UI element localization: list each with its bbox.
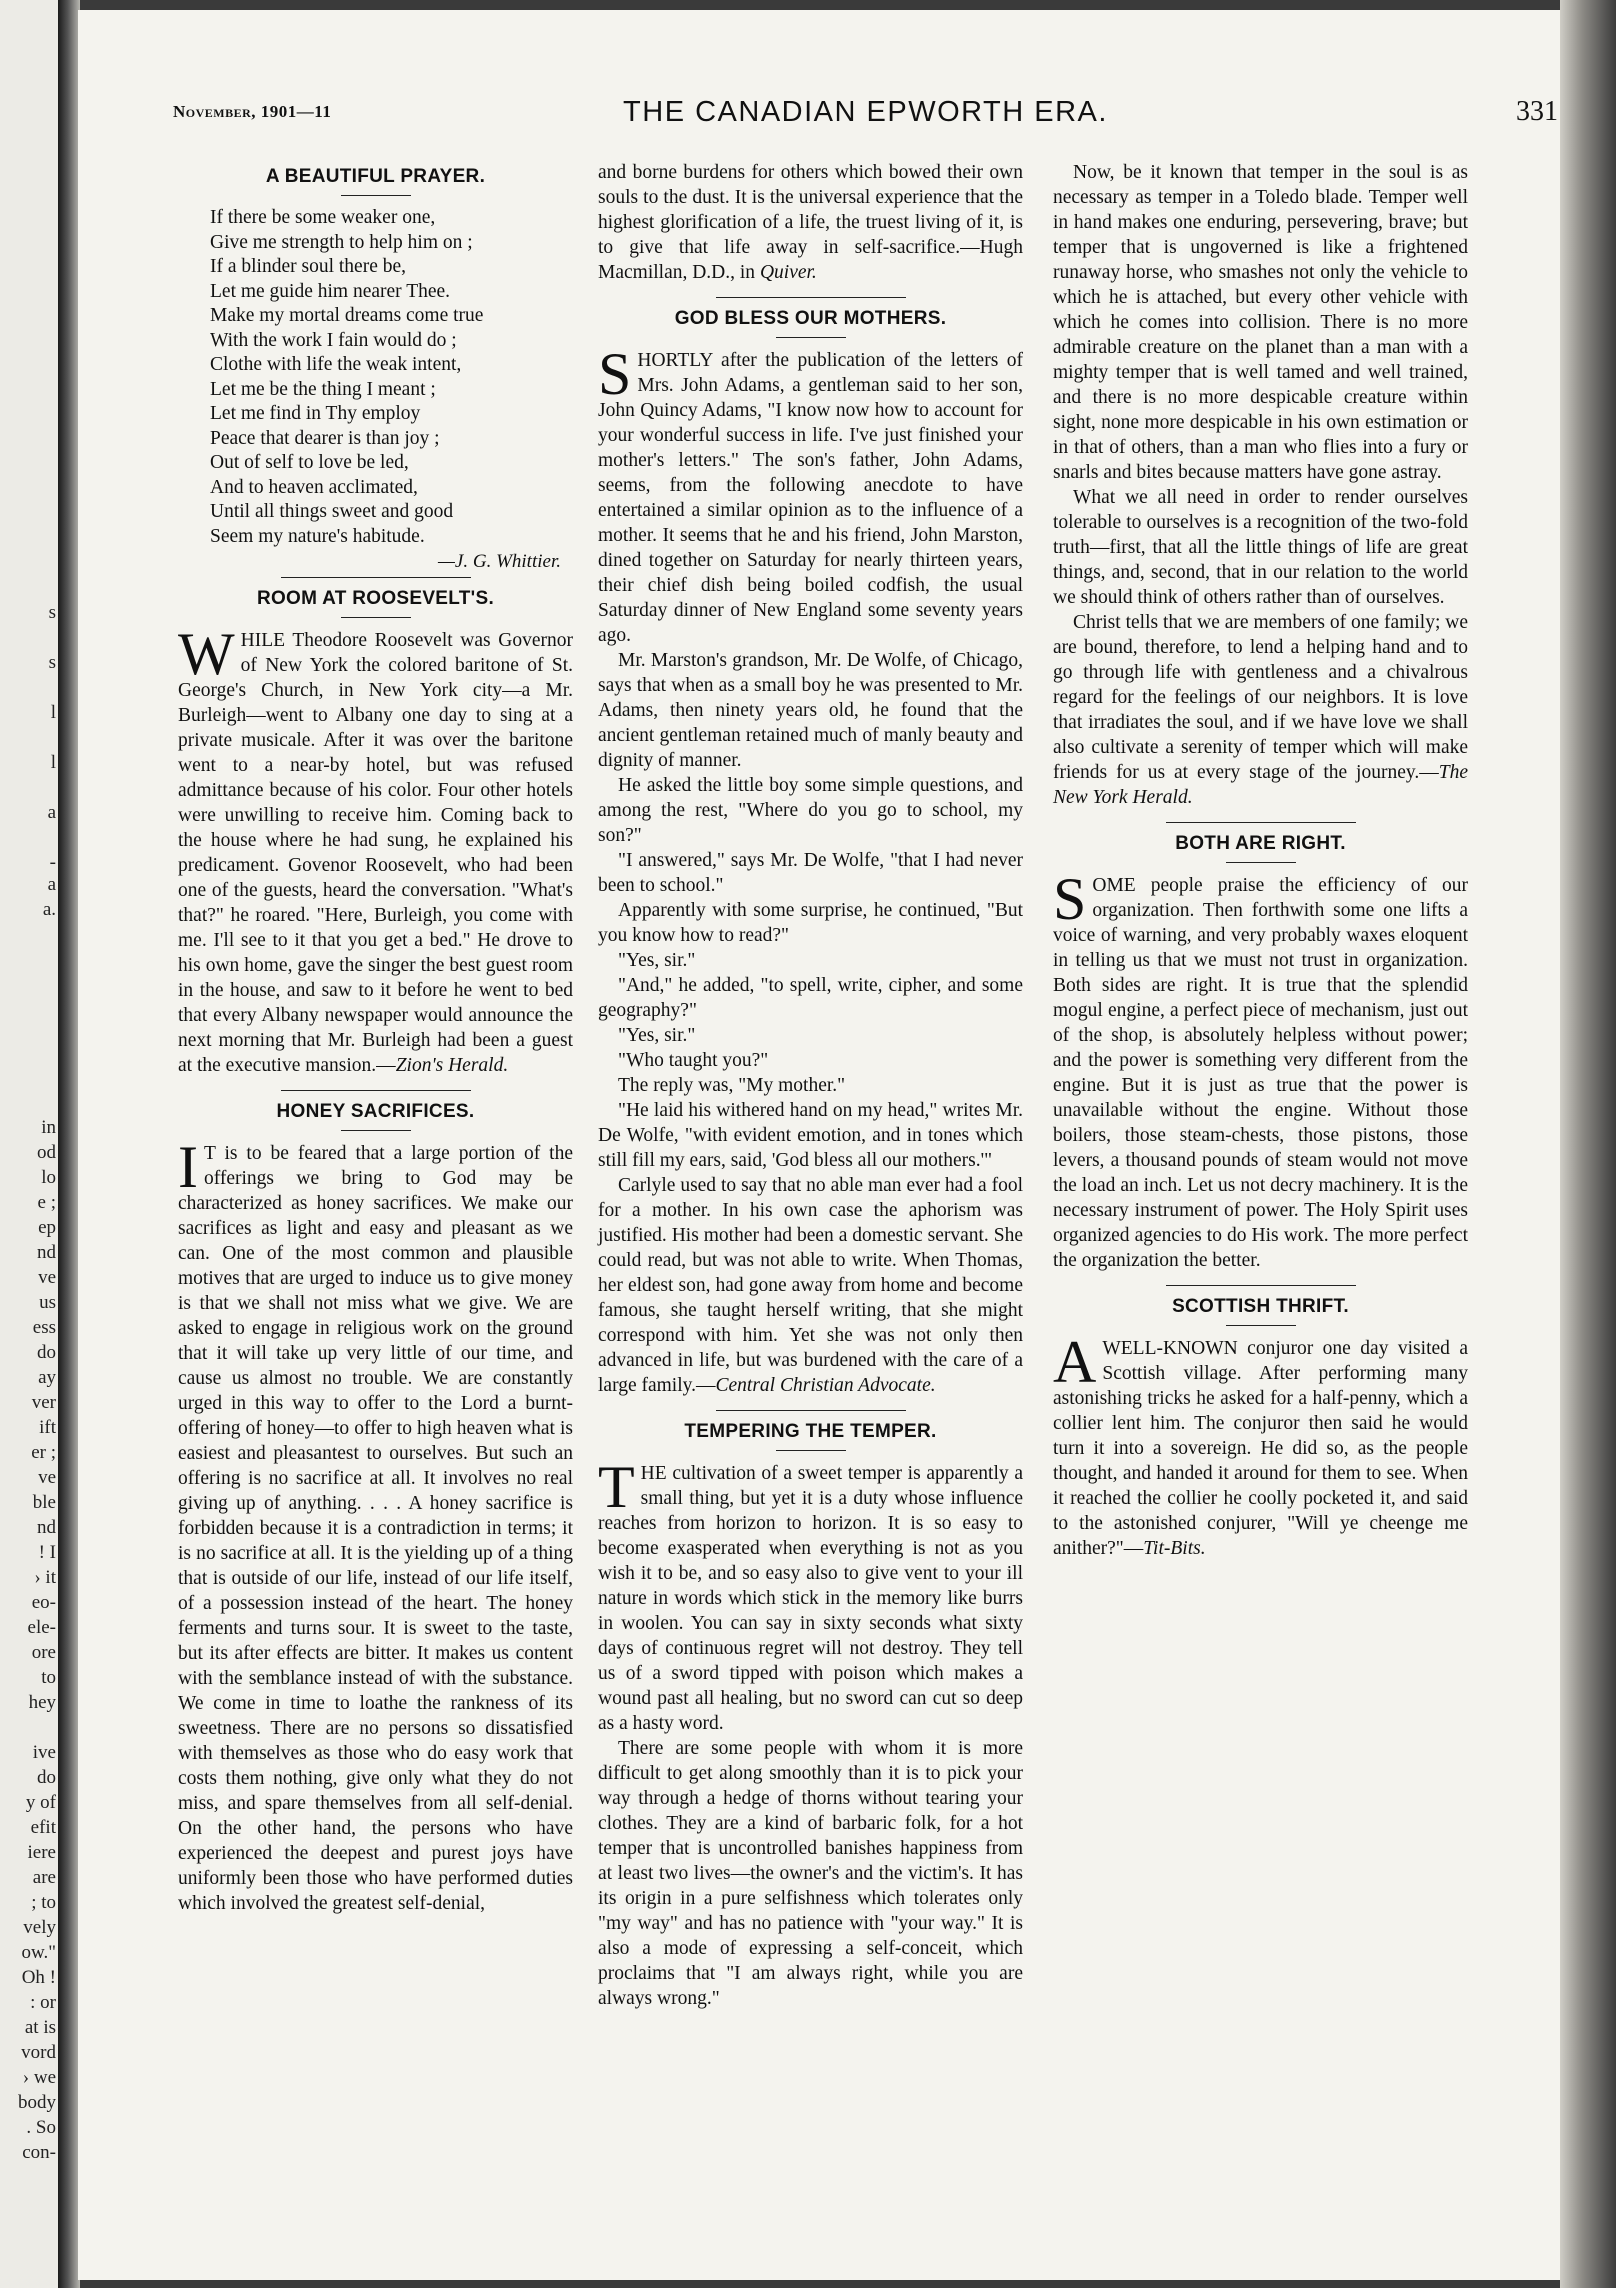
previous-page-text-fragment: a.	[42, 899, 56, 920]
poem-line: With the work I fain would do ;	[210, 329, 457, 351]
poem-line: And to heaven acclimated,	[210, 476, 418, 498]
header-date: November, 1901—11	[173, 102, 332, 121]
poem-line: If a blinder soul there be,	[210, 256, 407, 277]
poem-line: Let me find in Thy employ	[210, 403, 421, 424]
poem-line: Peace that dearer is than joy ;	[210, 427, 440, 449]
source-citation: Zion's Herald.	[395, 1055, 509, 1076]
previous-page-text-fragment: ay	[38, 1367, 56, 1388]
article-title-right: BOTH ARE RIGHT.	[1175, 833, 1346, 854]
previous-page-text-fragment: ble	[32, 1492, 56, 1513]
article-body-honey	[178, 1134, 573, 1916]
previous-page-text-fragment: eo-	[31, 1592, 56, 1613]
previous-page-text-fragment: s	[48, 602, 56, 623]
magazine-page	[78, 10, 1560, 2280]
article-body-thrift	[1053, 1329, 1468, 1561]
previous-page-text-fragment: vord	[21, 2042, 56, 2063]
previous-page-text-fragment: efit	[30, 1817, 56, 1838]
previous-page-text-fragment: a	[47, 874, 56, 895]
previous-page-text-fragment: ; to	[31, 1892, 56, 1913]
drop-cap: A	[1053, 1329, 1097, 1395]
article-title-honey: HONEY SACRIFICES.	[276, 1101, 475, 1122]
paragraph-text: T is to be feared that a large portion of the offerings we bring to God may be characterized as honey sacrifices. We make our sacrifices as light and easy and pleasant as we can. One of the most common and plausible motives that are urged to induce us to give money is that we shall not miss what we give. We are asked to engage in religious work on the ground that it will take up very little of our time, and cause us almost no trouble. We are constantly urged in this way to offer to the Lord a burnt-offering of honey—to offer to high heaven what is easiest and pleasantest to ourselves. But such an offering is no sacrifice at all. It involves no real giving up of anything. . . . A honey sacrifice is forbidden because it is a contradiction in terms; it is no sacrifice at all. It is the yielding up of a thing that is outside of our life, instead of our life itself, of a possession instead of the heart. The honey ferments and turns sour. It is sweet to the taste, but its after effects are bitter. It makes us content with the semblance instead of with the substance. We come in time to loathe the rankness of its sweetness. There are no persons so dissatisfied with themselves as those who do easy work that costs them nothing, give only what they do not miss, and spare themselves from all self-denial. On the other hand, the persons who have experienced the deepest and purest joys have uniformly been those who have performed duties which involved the greatest self-denial,	[178, 1143, 573, 1914]
previous-page-text-fragment: ele-	[27, 1617, 56, 1638]
previous-page-text-fragment: lo	[41, 1167, 56, 1188]
paragraph-text: Carlyle used to say that no able man ever had a fool for a mother. In his own case the aphorism was justified. His mother had been a domestic servant. She could read, but was not able to write. When Thomas, her eldest son, had gone away from home and become famous, she taught herself writing, that she might correspond with him. Yet she was not only then advanced in life, but was burdened with the care of a large family.—	[598, 1175, 1023, 1396]
paragraph: Mr. Marston's grandson, Mr. De Wolfe, of Chicago, says that when as a small boy he was presented to Mr. Adams, then ninety years old, he found that the ancient gentleman retained much of manly beauty and dignity of manner.	[598, 650, 1023, 771]
title-rule	[341, 1130, 411, 1131]
previous-page-text-fragment: y of	[25, 1792, 56, 1813]
title-rule	[1226, 862, 1296, 863]
column-1	[178, 160, 573, 1916]
previous-page-text-fragment: in	[41, 1117, 56, 1138]
section-rule	[281, 1090, 471, 1091]
article-body-honey-cont	[598, 160, 1023, 285]
previous-page-text-fragment: at is	[24, 2017, 56, 2038]
previous-page-text-fragment: ve	[38, 1267, 56, 1288]
previous-page-text-fragment: ift	[39, 1417, 56, 1438]
section-rule	[716, 297, 906, 298]
previous-page-text-fragment: ve	[38, 1467, 56, 1488]
article-body-roosevelt	[178, 621, 573, 1078]
column-3	[1053, 160, 1468, 1561]
poem-attribution: —J. G. Whittier.	[438, 551, 561, 572]
source-citation: Central Christian Advocate.	[715, 1375, 936, 1396]
poem-line: Make my mortal dreams come true	[210, 305, 484, 326]
previous-page-text-fragment: ow."	[21, 1942, 56, 1963]
article-body-right	[1053, 866, 1468, 1273]
previous-page-text-fragment: do	[37, 1767, 56, 1788]
title-rule	[341, 617, 411, 618]
poem-line: Give me strength to help him on ;	[210, 231, 473, 253]
article-title-prayer: A BEAUTIFUL PRAYER.	[265, 166, 486, 187]
article-body-temper	[598, 1454, 1023, 1736]
previous-page-text-fragment: ess	[32, 1317, 56, 1338]
previous-page-text-fragment: s	[48, 652, 56, 673]
paragraph	[598, 1173, 1023, 1398]
paragraph: "I answered," says Mr. De Wolfe, "that I had never been to school."	[598, 850, 1023, 896]
poem-line: Until all things sweet and good	[210, 501, 454, 522]
paragraph-text: HILE Theodore Roosevelt was Governor of New York the colored baritone of St. George's Church, in New York city—a Mr. Burleigh—went to Albany one day to sing at a private musicale. After it was over the baritone went to a near-by hotel, but was refused admittance because of his color. Four other hotels were unwilling to receive him. Coming back to the house where he had sung, he explained his predicament. Govenor Roosevelt, who had been one of the guests, heard the conversation. "What's that?" he roared. "Here, Burleigh, you come with me. I'll see to it that you get a bed." He drove to his own home, gave the singer the best guest room in the house, and saw to it before he went to bed that every Albany newspaper would announce the next morning that Mr. Burleigh had been a guest at the executive mansion.—	[178, 630, 573, 1076]
previous-page-text-fragment: e ;	[37, 1192, 56, 1213]
article-title-temper: TEMPERING THE TEMPER.	[684, 1421, 937, 1442]
previous-page-edge	[0, 0, 60, 2288]
drop-cap: W	[178, 621, 235, 687]
previous-page-text-fragment: ep	[38, 1217, 56, 1238]
previous-page-text-fragment: a	[47, 802, 56, 823]
paragraph: There are some people with whom it is more difficult to get along smoothly than it is to pick your way through a hedge of thorns without tearing your clothes. They are a kind of barbaric folk, for a hot temper that is uncontrolled banishes happiness from at least two lives—the owner's and the victim's. It has its origin in a pure selfishness which tolerates only "my way" and has no patience with "your way." It is also a mode of expressing a self-conceit, which proclaims that "I am always right, while you are always wrong."	[598, 1738, 1023, 2009]
previous-page-text-fragment: ver	[31, 1392, 56, 1413]
paragraph: "He laid his withered hand on my head," writes Mr. De Wolfe, "with evident emotion, and in tones which still fill my ears, said, 'God bless all our mothers.'"	[598, 1100, 1023, 1171]
page-number: 331	[1516, 96, 1558, 127]
previous-page-text-fragment: nd	[37, 1242, 56, 1263]
previous-page-text-fragment: us	[39, 1292, 56, 1313]
previous-page-text-fragment: od	[37, 1142, 56, 1163]
poem-line: Clothe with life the weak intent,	[210, 354, 462, 375]
previous-page-text-fragment: l	[50, 752, 56, 773]
previous-page-text-fragment: -	[49, 852, 56, 873]
drop-cap: S	[598, 341, 632, 407]
previous-page-text-fragment: ive	[32, 1742, 56, 1763]
article-title-roosevelt: ROOM AT ROOSEVELT'S.	[256, 588, 495, 609]
paragraph: Apparently with some surprise, he continued, "But you know how to read?"	[598, 900, 1023, 946]
section-rule	[1166, 822, 1356, 823]
paragraph-text: and borne burdens for others which bowed their own souls to the dust. It is the universal experience that the highest glorification of a life, the truest living of it, is to give that life away in self-sacrifice.—Hugh Macmillan, D.D., in	[598, 162, 1023, 283]
previous-page-text-fragment: iere	[27, 1842, 56, 1863]
poem-line: Let me be the thing I meant ;	[210, 378, 436, 400]
paragraph: "Who taught you?"	[618, 1050, 769, 1071]
paragraph: "And," he added, "to spell, write, cipher, and some geography?"	[598, 975, 1023, 1021]
previous-page-text-fragment: nd	[37, 1517, 56, 1538]
book-gutter	[58, 0, 80, 2288]
paragraph: The reply was, "My mother."	[618, 1075, 846, 1096]
title-rule	[341, 195, 411, 196]
source-citation: Tit-Bits.	[1143, 1538, 1206, 1559]
title-rule	[776, 1450, 846, 1451]
article-title-mothers: GOD BLESS OUR MOTHERS.	[674, 308, 947, 329]
paragraph-text: HE cultivation of a sweet temper is apparently a small thing, but yet it is a duty whose influence reaches from horizon to horizon. It is so easy to become exasperated when everything is not as you wish it to be, and so easy also to give vent to your ill nature in words which stick in the memory like burrs in woolen. You can say in sixty seconds what sixty days of continuous regret will not destroy. They tell us of a sword tipped with poison which makes a wound past all healing, but no sword can cut so deep as a hasty word.	[598, 1463, 1023, 1734]
previous-page-text-fragment: : or	[30, 1992, 56, 2013]
paragraph-text: HORTLY after the publication of the letters of Mrs. John Adams, a gentleman said to her son, John Quincy Adams, "I know now how to account for your wonderful success in life. I've just finished your mother's letters." The son's father, John Adams, seems, from the following anecdote to have entertained a similar opinion as to the influence of a mother. It seems that he and his friend, John Marston, dined together on Saturday for nearly thirteen years, their chief dish being boiled codfish, the usual Saturday dinner of New England some seventy years ago.	[598, 350, 1023, 646]
section-rule	[281, 577, 471, 578]
previous-page-text-fragment: ore	[31, 1642, 56, 1663]
previous-page-text-fragment: Oh !	[21, 1967, 56, 1988]
page-header	[173, 96, 1558, 136]
article-title-thrift: SCOTTISH THRIFT.	[1172, 1296, 1349, 1317]
paragraph	[1053, 610, 1468, 810]
paragraph-text: OME people praise the efficiency of our organization. Then forthwith some one lifts a voice of warning, and very probably waxes eloquent in telling us that we must not trust in organization. Both sides are right. It is true that the splendid mogul engine, a perfect piece of mechanism, just out of the shop, is absolutely helpless without power; and the power is something very different from the engine. But it is just as true that the power is unavailable without the engine. Without those boilers, those steam-chests, those pistons, those levers, a thousand pounds of steam would not move the load an inch. Let us not decry machinery. It is the necessary instrument of power. The Holy Spirit uses organized agencies to do His work. The more perfect the organization the better.	[1053, 875, 1468, 1271]
previous-page-text-fragment: ! I	[38, 1542, 56, 1563]
paragraph: "Yes, sir."	[618, 1025, 696, 1046]
drop-cap: S	[1053, 866, 1087, 932]
previous-page-text-fragment: er ;	[31, 1442, 56, 1463]
page-edge-right	[1560, 0, 1616, 2288]
previous-page-text-fragment: body	[18, 2092, 56, 2113]
paragraph: He asked the little boy some simple questions, and among the rest, "Where do you go to school, my son?"	[598, 775, 1023, 846]
poem-prayer	[210, 206, 573, 549]
column-2	[598, 160, 1023, 2011]
drop-cap: I	[178, 1134, 198, 1200]
title-rule	[1226, 1325, 1296, 1326]
paragraph: What we all need in order to render ourselves tolerable to ourselves is a recognition of the two-fold truth—first, that all the little things of life are great things, and, second, that in our relation to the world we should think of others rather than of ourselves.	[1053, 487, 1468, 608]
poem-line: Seem my nature's habitude.	[210, 525, 425, 547]
paragraph-text: WELL-KNOWN conjuror one day visited a Scottish village. After performing many astonishing tricks he asked for a half-penny, which a collier lent him. The conjuror then said he would turn it into a sovereign. He did so, as the people thought, and handed it around for them to see. When it reached the collier he coolly pocketed it, and said to the astonished conjurer, "Will ye cheenge me anither?"—	[1053, 1338, 1468, 1559]
section-rule	[1166, 1285, 1356, 1286]
previous-page-text-fragment: con-	[22, 2142, 56, 2163]
section-rule	[716, 1410, 906, 1411]
poem-line: Let me guide him nearer Thee.	[210, 280, 451, 302]
previous-page-text-fragment: to	[41, 1667, 56, 1688]
previous-page-text-fragment: vely	[23, 1917, 56, 1938]
previous-page-text-fragment: l	[50, 702, 56, 723]
source-citation: Quiver.	[759, 262, 817, 283]
poem-line: Out of self to love be led,	[210, 452, 409, 473]
article-body-mothers	[598, 341, 1023, 648]
paragraph: "Yes, sir."	[618, 950, 696, 971]
poem-line: If there be some weaker one,	[210, 207, 436, 228]
previous-page-text-fragment: do	[37, 1342, 56, 1363]
source-citation: The New York Herald.	[1053, 762, 1468, 808]
paragraph: Now, be it known that temper in the soul is as necessary as temper in a Toledo blade. Temper well in hand makes one enduring, persevering, brave; but temper that is ungoverned is like a frightened runaway horse, who smashes not only the vehicle to which he is attached, but every other vehicle with which he comes into collision. There is no more admirable creature on the planet than a man with a mighty temper that is well tamed and well trained, and there is no more despicable creature within sight, none more despicable in his own estimation or in that of others, than a man who flies into a fury or snarls and bites because matters have gone astray.	[1053, 162, 1468, 483]
paragraph-text: Christ tells that we are members of one family; we are bound, therefore, to lend a helping hand and to go through life with gentleness and a chivalrous regard for the feelings of our neighbors. It is love that irradiates the soul, and if we have love we shall also cultivate a serenity of temper which will make friends for us at every stage of the journey.—	[1053, 612, 1468, 783]
previous-page-text-fragment: › it	[34, 1567, 56, 1588]
previous-page-text-fragment: are	[32, 1867, 56, 1888]
previous-page-text-fragment: . So	[26, 2117, 56, 2138]
previous-page-text-fragment: hey	[28, 1692, 56, 1713]
masthead-title: THE CANADIAN EPWORTH ERA.	[623, 96, 1108, 128]
title-rule	[776, 337, 846, 338]
drop-cap: T	[598, 1454, 635, 1520]
previous-page-text-fragment: › we	[22, 2067, 56, 2088]
